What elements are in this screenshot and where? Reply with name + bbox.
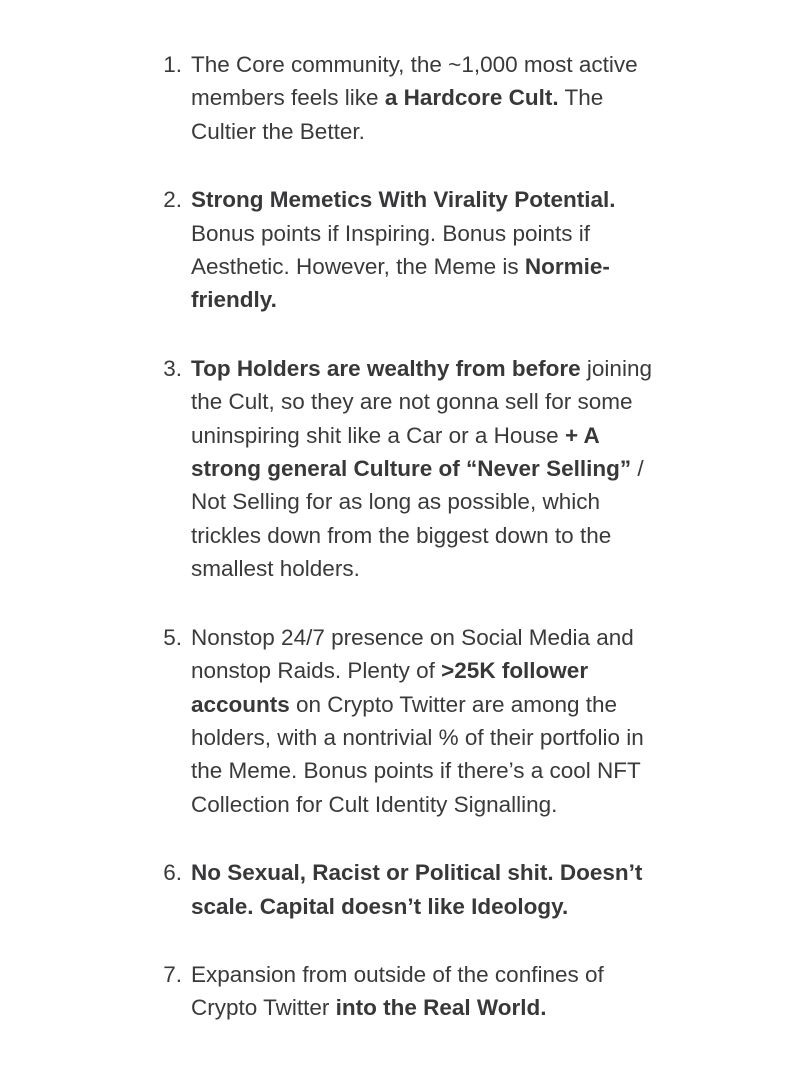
item-number: 2. — [163, 187, 182, 213]
item-number: 3. — [163, 355, 182, 381]
item-text-segment: Expansion from outside of the confines of Crypto Twitter — [191, 961, 604, 1021]
item-text — [191, 48, 670, 148]
item-text-bold: Strong Memetics With Virality Potential. — [191, 187, 616, 213]
list-item — [150, 352, 670, 586]
item-text-segment: on Crypto Twitter are among the holders, with a nontrivial % of their portfolio in the Meme. Bonus points if there’s a cool NFT Collection for Cult Identity Signalling. — [191, 691, 644, 817]
item-text — [191, 352, 670, 586]
item-text — [191, 621, 670, 821]
item-text-bold: Normie-friendly. — [191, 254, 610, 313]
numbered-list — [150, 48, 670, 1060]
item-text-bold: >25K follower accounts — [191, 658, 589, 717]
item-text-bold: into the Real World. — [335, 995, 547, 1021]
item-number: 6. — [163, 860, 182, 886]
item-text-bold: No Sexual, Racist or Political shit. Doesn’t scale. Capital doesn’t like Ideology. — [191, 860, 643, 919]
item-text-segment: Nonstop 24/7 presence on Social Media and nonstop Raids. Plenty of — [191, 624, 634, 684]
item-number: 5. — [163, 624, 182, 650]
item-text-bold: + A strong general Culture of “Never Selling” — [191, 422, 632, 482]
item-number: 7. — [163, 961, 182, 987]
item-text-segment: Bonus points if Inspiring. Bonus points if Aesthetic. However, the Meme is — [191, 220, 590, 280]
item-text — [191, 183, 670, 317]
item-text-segment: joining the Cult, so they are not gonna sell for some uninspiring shit like a Car or a House — [191, 355, 652, 448]
item-text-bold: Top Holders are wealthy from before — [191, 355, 581, 381]
list-item — [150, 48, 670, 148]
list-item — [150, 621, 670, 821]
item-number: 1. — [163, 52, 182, 77]
item-text-bold: a Hardcore Cult. — [384, 85, 559, 111]
item-text-segment: The Core community, the ~1,000 most active members feels like — [191, 52, 638, 111]
list-item — [150, 856, 670, 923]
list-item — [150, 183, 670, 317]
item-text — [191, 958, 670, 1025]
item-text-segment: The Cultier the Better. — [191, 85, 604, 144]
item-text — [191, 856, 670, 923]
list-item — [150, 958, 670, 1025]
item-text-segment: / Not Selling for as long as possible, which trickles down from the biggest down to the smallest holders. — [191, 456, 644, 582]
